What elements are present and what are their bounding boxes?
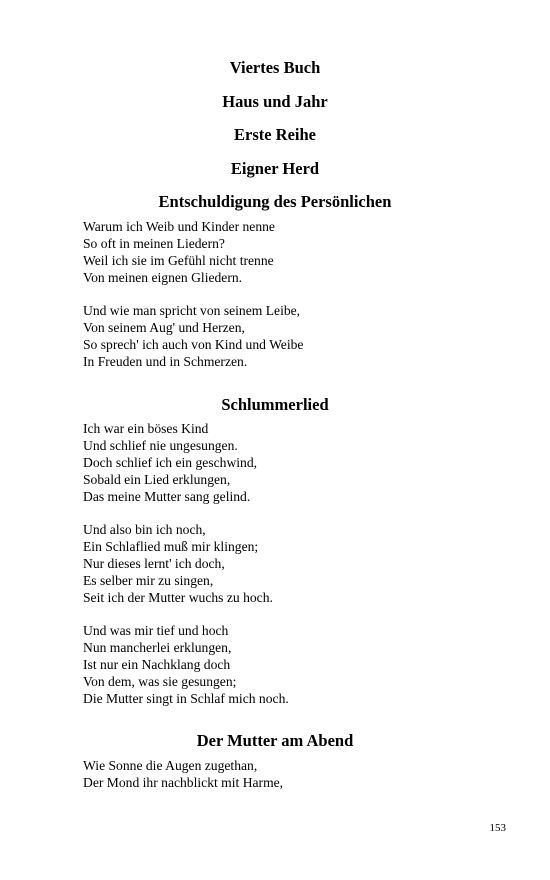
verse-line: So oft in meinen Liedern? <box>83 235 225 251</box>
verse-line: Es selber mir zu singen, <box>83 572 214 588</box>
section-heading: Eigner Herd <box>230 159 320 178</box>
poem-stanza <box>83 758 523 792</box>
poem-stanza <box>83 522 523 607</box>
verse-line: Und wie man spricht von seinem Leibe, <box>83 303 301 318</box>
part-heading: Haus und Jahr <box>222 92 328 111</box>
verse-line: Warum ich Weib und Kinder nenne <box>83 219 275 234</box>
series-heading: Erste Reihe <box>233 125 317 144</box>
verse-line: Nun mancherlei erklungen, <box>83 639 232 655</box>
poem-stanza <box>83 303 523 371</box>
verse-line: Doch schlief ich ein geschwind, <box>83 454 258 470</box>
verse-line: Seit ich der Mutter wuchs zu hoch. <box>83 589 273 605</box>
poem-stanza <box>83 421 523 506</box>
poem-title: Der Mutter am Abend <box>196 731 354 750</box>
verse-line: Die Mutter singt in Schlaf mich noch. <box>83 690 289 706</box>
verse-line: Sobald ein Lied erklungen, <box>83 471 231 487</box>
verse-line: Ist nur ein Nachklang doch <box>83 656 231 672</box>
verse-line: Von meinen eignen Gliedern. <box>83 269 243 285</box>
verse-line: Und also bin ich noch, <box>83 522 206 537</box>
verse-line: Ich war ein böses Kind <box>83 421 209 436</box>
verse-line: In Freuden und in Schmerzen. <box>83 353 248 369</box>
book-heading: Viertes Buch <box>229 58 321 77</box>
poem-stanza <box>83 219 523 287</box>
verse-line: Das meine Mutter sang gelind. <box>83 488 251 504</box>
verse-line: Weil ich sie im Gefühl nicht trenne <box>83 252 274 268</box>
verse-line: Und schlief nie ungesungen. <box>83 437 238 453</box>
verse-line: Ein Schlaflied muß mir klingen; <box>83 538 259 554</box>
poem-title: Entschuldigung des Persönlichen <box>158 192 392 211</box>
verse-line: Und was mir tief und hoch <box>83 623 229 638</box>
verse-line: Von seinem Aug' und Herzen, <box>83 319 245 335</box>
verse-line: Wie Sonne die Augen zugethan, <box>83 758 258 773</box>
verse-line: Von dem, was sie gesungen; <box>83 673 237 689</box>
poem-stanza <box>83 623 523 708</box>
page-number: 153 <box>489 822 506 834</box>
poem-title: Schlummerlied <box>221 395 329 414</box>
verse-line: Der Mond ihr nachblickt mit Harme, <box>83 774 284 790</box>
verse-line: Nur dieses lernt' ich doch, <box>83 555 225 571</box>
verse-line: So sprech' ich auch von Kind und Weibe <box>83 336 304 352</box>
